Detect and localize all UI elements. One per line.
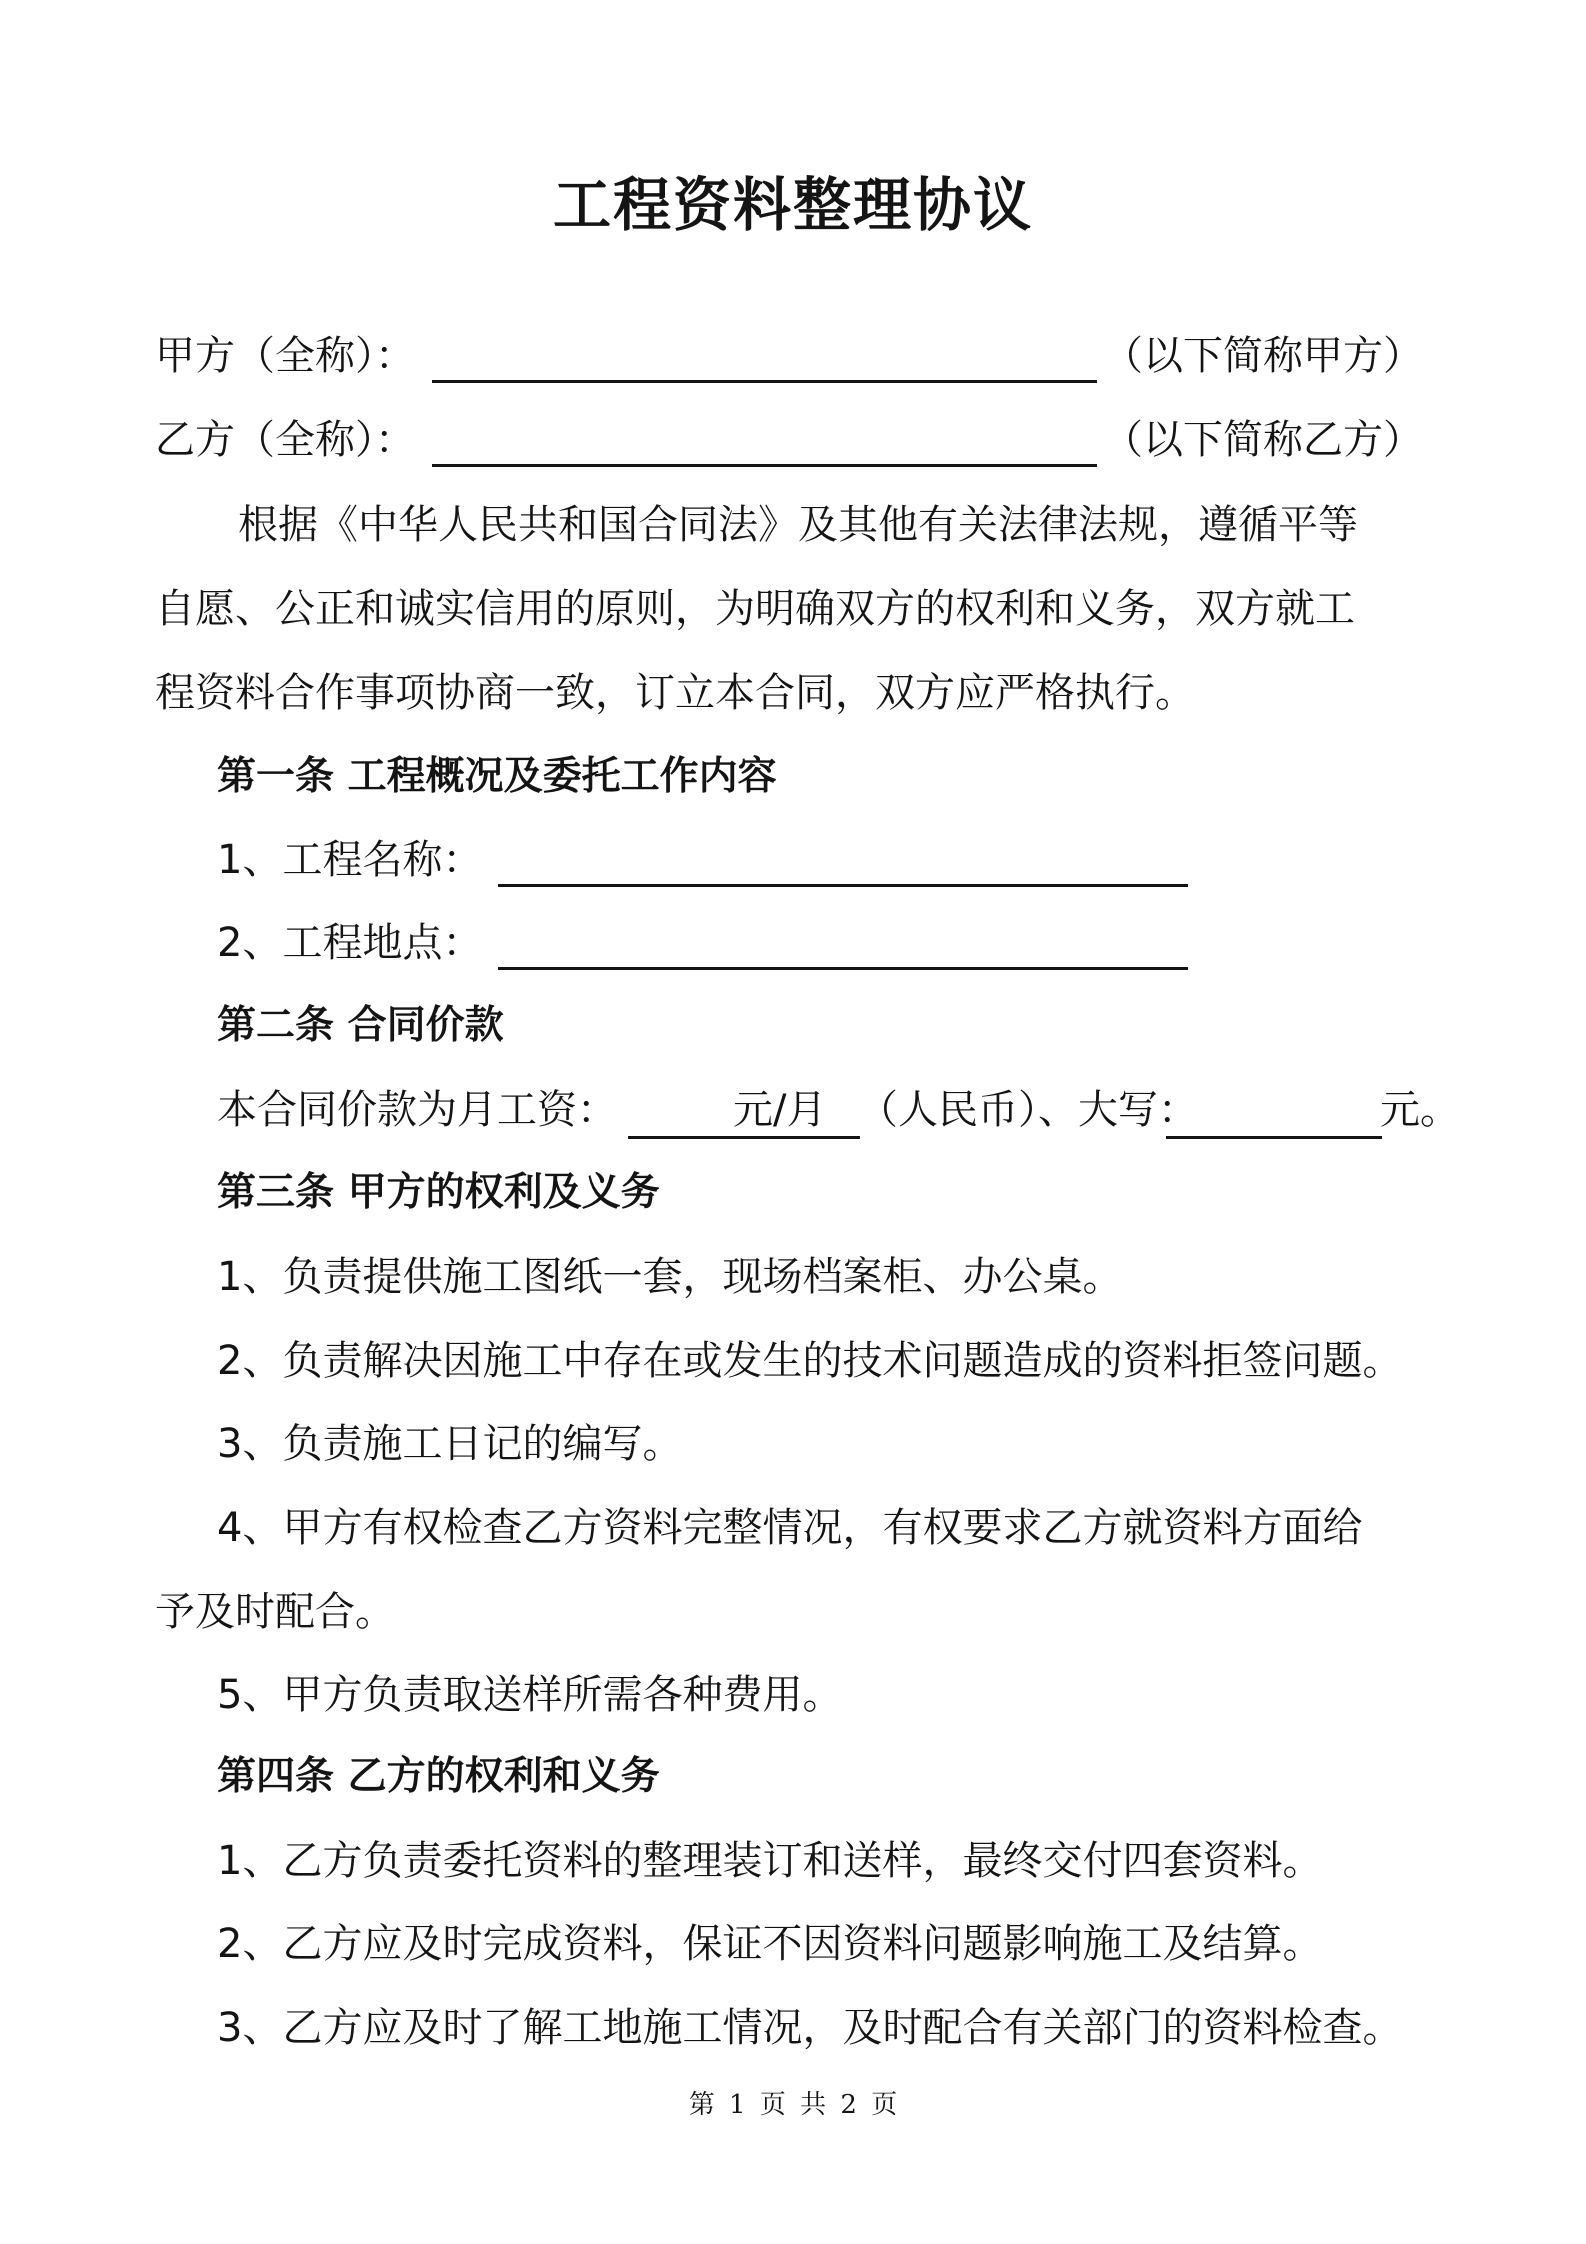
list-item: 3、乙方应及时了解工地施工情况，及时配合有关部门的资料检查。 [217,2005,1403,2051]
list-item: 1、负责提供施工图纸一套，现场档案柜、办公桌。 [217,1254,1123,1300]
price-prefix: 本合同价款为月工资： [217,1087,617,1133]
amount-in-words-blank[interactable] [1166,1136,1382,1139]
preamble-line: 程资料合作事项协商一致，订立本合同，双方应严格执行。 [155,670,1195,716]
article-1-heading: 第一条 工程概况及委托工作内容 [217,754,777,799]
price-mid: （人民币）、大写： [858,1087,1198,1133]
price-suffix: 元。 [1380,1087,1460,1133]
article-3-heading: 第三条 甲方的权利及义务 [217,1170,660,1215]
price-unit: 元/月 [733,1087,827,1133]
list-item: 4、甲方有权检查乙方资料完整情况，有权要求乙方就资料方面给 [217,1505,1363,1551]
project-location-label: 2、工程地点： [217,920,483,966]
list-item: 3、负责施工日记的编写。 [217,1421,683,1467]
project-name-label: 1、工程名称： [217,837,483,883]
article-2-heading: 第二条 合同价款 [217,1003,504,1048]
list-item: 予及时配合。 [155,1589,395,1635]
party-a-name-blank[interactable] [432,380,1097,383]
preamble-line: 自愿、公正和诚实信用的原则，为明确双方的权利和义务，双方就工 [155,586,1355,632]
list-item: 2、负责解决因施工中存在或发生的技术问题造成的资料拒签问题。 [217,1338,1403,1384]
list-item: 5、甲方负责取送样所需各种费用。 [217,1672,843,1718]
project-location-blank[interactable] [498,967,1188,970]
monthly-amount-blank[interactable] [628,1136,860,1139]
preamble-line: 根据《中华人民共和国合同法》及其他有关法律法规，遵循平等 [238,502,1358,548]
article-4-heading: 第四条 乙方的权利和义务 [217,1754,660,1799]
party-b-name-blank[interactable] [432,464,1097,467]
document-title: 工程资料整理协议 [552,171,1033,239]
list-item: 2、乙方应及时完成资料，保证不因资料问题影响施工及结算。 [217,1921,1323,1967]
party-b-label: 乙方（全称）： [155,417,415,463]
party-a-label: 甲方（全称）： [155,333,415,379]
page-number: 第 1 页 共 2 页 [688,2090,898,2120]
party-a-suffix: （以下简称甲方） [1103,333,1423,379]
list-item: 1、乙方负责委托资料的整理装订和送样，最终交付四套资料。 [217,1838,1323,1884]
project-name-blank[interactable] [498,884,1188,887]
party-b-suffix: （以下简称乙方） [1103,417,1423,463]
